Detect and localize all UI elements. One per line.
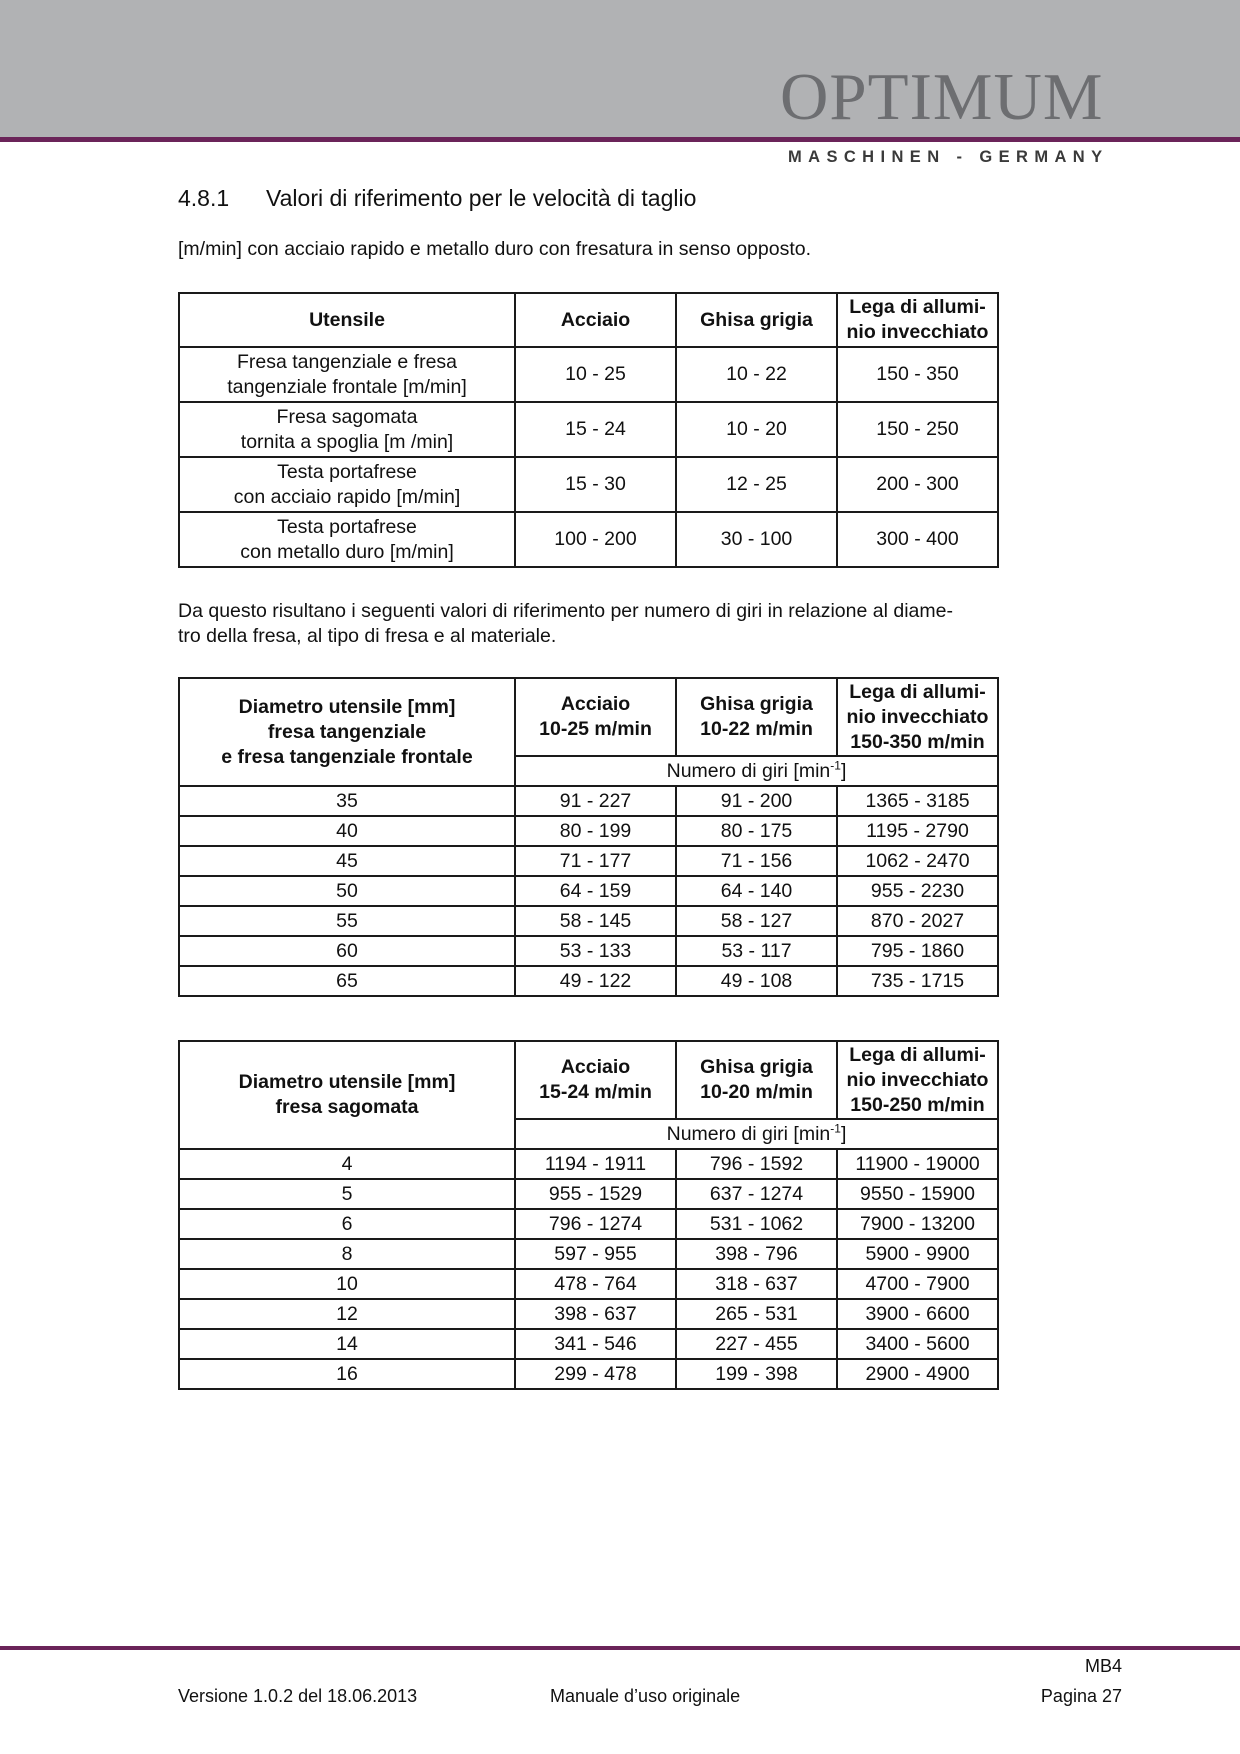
tool-line: tornita a spoglia [m /min] xyxy=(240,430,454,453)
diameter-cell: 8 xyxy=(179,1239,515,1269)
table-row xyxy=(179,1299,998,1329)
rpm-label xyxy=(515,1119,998,1149)
header-line: 15-24 m/min xyxy=(539,1081,652,1103)
tool-cell xyxy=(179,512,515,567)
lega-cell: 3400 - 5600 xyxy=(837,1329,998,1359)
table-row xyxy=(179,876,998,906)
intro-text: [m/min] con acciaio rapido e metallo duro con fresatura in senso opposto. xyxy=(178,238,812,260)
header-line: 10-22 m/min xyxy=(700,718,813,740)
tool-line: Fresa sagomata xyxy=(276,405,418,428)
diameter-cell: 35 xyxy=(179,786,515,816)
tool-line: Testa portafrese xyxy=(277,515,417,538)
ghisa-cell: 64 - 140 xyxy=(676,876,837,906)
header-acciaio xyxy=(515,1041,676,1119)
table-row xyxy=(179,1269,998,1299)
lega-cell: 300 - 400 xyxy=(837,512,998,567)
rpm-bracket: ] xyxy=(840,1122,847,1145)
header-line: Acciaio xyxy=(560,1056,631,1078)
lega-cell: 7900 - 13200 xyxy=(837,1209,998,1239)
diameter-cell: 6 xyxy=(179,1209,515,1239)
rpm-exponent: -1 xyxy=(830,1121,841,1135)
lega-cell: 150 - 250 xyxy=(837,402,998,457)
rpm-label-text: Numero di giri [min xyxy=(666,1122,831,1145)
diameter-header xyxy=(179,1041,515,1149)
acciaio-cell: 10 - 25 xyxy=(515,347,676,402)
footer-version: Versione 1.0.2 del 18.06.2013 xyxy=(178,1686,418,1706)
table-row xyxy=(179,347,998,402)
ghisa-cell: 227 - 455 xyxy=(676,1329,837,1359)
lega-cell: 9550 - 15900 xyxy=(837,1179,998,1209)
header-line: Ghisa grigia xyxy=(700,1056,813,1078)
tool-line: con acciaio rapido [m/min] xyxy=(233,485,461,508)
header-lega xyxy=(837,678,998,756)
tool-line: Fresa tangenziale e fresa xyxy=(236,350,458,373)
acciaio-cell: 15 - 30 xyxy=(515,457,676,512)
ghisa-cell: 49 - 108 xyxy=(676,966,837,996)
header-line: fresa tangenziale xyxy=(267,720,427,743)
ghisa-cell: 30 - 100 xyxy=(676,512,837,567)
header-line: 10-20 m/min xyxy=(700,1081,813,1103)
header-accent-line xyxy=(0,137,1240,142)
acciaio-cell: 955 - 1529 xyxy=(515,1179,676,1209)
rpm-bracket: ] xyxy=(840,759,847,782)
ghisa-cell: 91 - 200 xyxy=(676,786,837,816)
footer-model: MB4 xyxy=(1084,1656,1122,1676)
table-row xyxy=(179,1209,998,1239)
acciaio-cell: 341 - 546 xyxy=(515,1329,676,1359)
lega-cell: 150 - 350 xyxy=(837,347,998,402)
footer-accent-line xyxy=(0,1646,1240,1650)
header-acciaio: Acciaio xyxy=(515,293,676,347)
table-row xyxy=(179,512,998,567)
header-utensile: Utensile xyxy=(179,293,515,347)
table-row xyxy=(179,1359,998,1389)
header-lega xyxy=(837,1041,998,1119)
lega-cell: 795 - 1860 xyxy=(837,936,998,966)
section-title: Valori di riferimento per le velocità di taglio xyxy=(266,185,697,211)
brand-tagline: MASCHINEN - GERMANY xyxy=(788,148,1109,166)
lega-cell: 735 - 1715 xyxy=(837,966,998,996)
section-heading xyxy=(178,185,696,212)
lega-cell: 870 - 2027 xyxy=(837,906,998,936)
diameter-cell: 65 xyxy=(179,966,515,996)
header-line: nio invecchiato xyxy=(846,705,989,728)
header-line: 10-25 m/min xyxy=(539,718,652,740)
ghisa-cell: 10 - 20 xyxy=(676,402,837,457)
header-line: Diametro utensile [mm] xyxy=(238,1071,456,1093)
rpm-exponent: -1 xyxy=(830,758,841,772)
paragraph-line: tro della fresa, al tipo di fresa e al materiale. xyxy=(178,625,557,647)
tool-cell xyxy=(179,347,515,402)
tool-line: tangenziale frontale [m/min] xyxy=(227,375,467,398)
rpm-label-text: Numero di giri [min xyxy=(666,759,831,782)
tool-line: con metallo duro [m/min] xyxy=(240,540,454,563)
diameter-header xyxy=(179,678,515,786)
acciaio-cell: 796 - 1274 xyxy=(515,1209,676,1239)
ghisa-cell: 796 - 1592 xyxy=(676,1149,837,1179)
brand-logo: OPTIMUM xyxy=(780,60,1104,134)
table-row xyxy=(179,402,998,457)
footer-page-number: Pagina 27 xyxy=(1040,1686,1122,1706)
lega-cell: 11900 - 19000 xyxy=(837,1149,998,1179)
ghisa-cell: 58 - 127 xyxy=(676,906,837,936)
tool-line: Testa portafrese xyxy=(277,460,417,483)
ghisa-cell: 80 - 175 xyxy=(676,816,837,846)
diameter-cell: 12 xyxy=(179,1299,515,1329)
diameter-cell: 5 xyxy=(179,1179,515,1209)
diameter-cell: 16 xyxy=(179,1359,515,1389)
diameter-cell: 60 xyxy=(179,936,515,966)
table-header-row xyxy=(179,678,998,756)
diameter-cell: 50 xyxy=(179,876,515,906)
table-row xyxy=(179,1179,998,1209)
ghisa-cell: 265 - 531 xyxy=(676,1299,837,1329)
acciaio-cell: 299 - 478 xyxy=(515,1359,676,1389)
lega-cell: 200 - 300 xyxy=(837,457,998,512)
ghisa-cell: 10 - 22 xyxy=(676,347,837,402)
header-line: 150-350 m/min xyxy=(850,730,985,753)
section-number: 4.8.1 xyxy=(178,185,230,211)
lega-cell: 1365 - 3185 xyxy=(837,786,998,816)
diameter-cell: 4 xyxy=(179,1149,515,1179)
table-row xyxy=(179,457,998,512)
tool-cell xyxy=(179,402,515,457)
table-header-row xyxy=(179,293,998,347)
acciaio-cell: 597 - 955 xyxy=(515,1239,676,1269)
rpm-label xyxy=(515,756,998,786)
table-row xyxy=(179,1239,998,1269)
header-line: Ghisa grigia xyxy=(700,693,813,715)
header-acciaio xyxy=(515,678,676,756)
explanation-paragraph xyxy=(178,599,998,649)
table-header-row xyxy=(179,1041,998,1119)
ghisa-cell: 318 - 637 xyxy=(676,1269,837,1299)
header-line: Lega di allumi- xyxy=(849,1043,986,1066)
lega-cell: 4700 - 7900 xyxy=(837,1269,998,1299)
table-row xyxy=(179,936,998,966)
ghisa-cell: 53 - 117 xyxy=(676,936,837,966)
acciaio-cell: 64 - 159 xyxy=(515,876,676,906)
ghisa-cell: 12 - 25 xyxy=(676,457,837,512)
table-row xyxy=(179,1329,998,1359)
table-row xyxy=(179,906,998,936)
lega-cell: 1195 - 2790 xyxy=(837,816,998,846)
table-row xyxy=(179,846,998,876)
ghisa-cell: 71 - 156 xyxy=(676,846,837,876)
header-line: Acciaio xyxy=(560,693,631,715)
table-body xyxy=(179,1149,998,1389)
table-row xyxy=(179,786,998,816)
acciaio-cell: 15 - 24 xyxy=(515,402,676,457)
header-line: nio invecchiato xyxy=(846,1068,989,1091)
tool-cell xyxy=(179,457,515,512)
table-row xyxy=(179,1149,998,1179)
table-body xyxy=(179,786,998,996)
lega-cell: 1062 - 2470 xyxy=(837,846,998,876)
header-line: fresa sagomata xyxy=(275,1096,419,1118)
diameter-cell: 14 xyxy=(179,1329,515,1359)
diameter-cell: 40 xyxy=(179,816,515,846)
ghisa-cell: 531 - 1062 xyxy=(676,1209,837,1239)
rpm-table-shaped xyxy=(178,1040,999,1390)
rpm-table-tangential xyxy=(178,677,999,997)
acciaio-cell: 91 - 227 xyxy=(515,786,676,816)
ghisa-cell: 398 - 796 xyxy=(676,1239,837,1269)
header-line: e fresa tangenziale frontale xyxy=(221,745,473,768)
table-row xyxy=(179,966,998,996)
acciaio-cell: 398 - 637 xyxy=(515,1299,676,1329)
ghisa-cell: 637 - 1274 xyxy=(676,1179,837,1209)
header-ghisa xyxy=(676,678,837,756)
acciaio-cell: 58 - 145 xyxy=(515,906,676,936)
acciaio-cell: 100 - 200 xyxy=(515,512,676,567)
cutting-speed-table xyxy=(178,292,999,568)
header-line: 150-250 m/min xyxy=(850,1093,985,1116)
acciaio-cell: 53 - 133 xyxy=(515,936,676,966)
acciaio-cell: 49 - 122 xyxy=(515,966,676,996)
header-ghisa: Ghisa grigia xyxy=(676,293,837,347)
header-lega: Lega di allumi- nio invecchiato xyxy=(837,293,998,347)
paragraph-line: Da questo risultano i seguenti valori di riferimento per numero di giri in relazione al diame- xyxy=(178,600,953,622)
diameter-cell: 45 xyxy=(179,846,515,876)
acciaio-cell: 80 - 199 xyxy=(515,816,676,846)
footer-manual: Manuale d’uso originale xyxy=(550,1686,741,1706)
lega-cell: 5900 - 9900 xyxy=(837,1239,998,1269)
header-ghisa xyxy=(676,1041,837,1119)
diameter-cell: 10 xyxy=(179,1269,515,1299)
header-line: Lega di allumi- xyxy=(849,680,986,703)
acciaio-cell: 71 - 177 xyxy=(515,846,676,876)
lega-cell: 2900 - 4900 xyxy=(837,1359,998,1389)
acciaio-cell: 478 - 764 xyxy=(515,1269,676,1299)
acciaio-cell: 1194 - 1911 xyxy=(515,1149,676,1179)
diameter-cell: 55 xyxy=(179,906,515,936)
header-line: Diametro utensile [mm] xyxy=(238,695,456,718)
lega-cell: 955 - 2230 xyxy=(837,876,998,906)
lega-cell: 3900 - 6600 xyxy=(837,1299,998,1329)
ghisa-cell: 199 - 398 xyxy=(676,1359,837,1389)
table-row xyxy=(179,816,998,846)
